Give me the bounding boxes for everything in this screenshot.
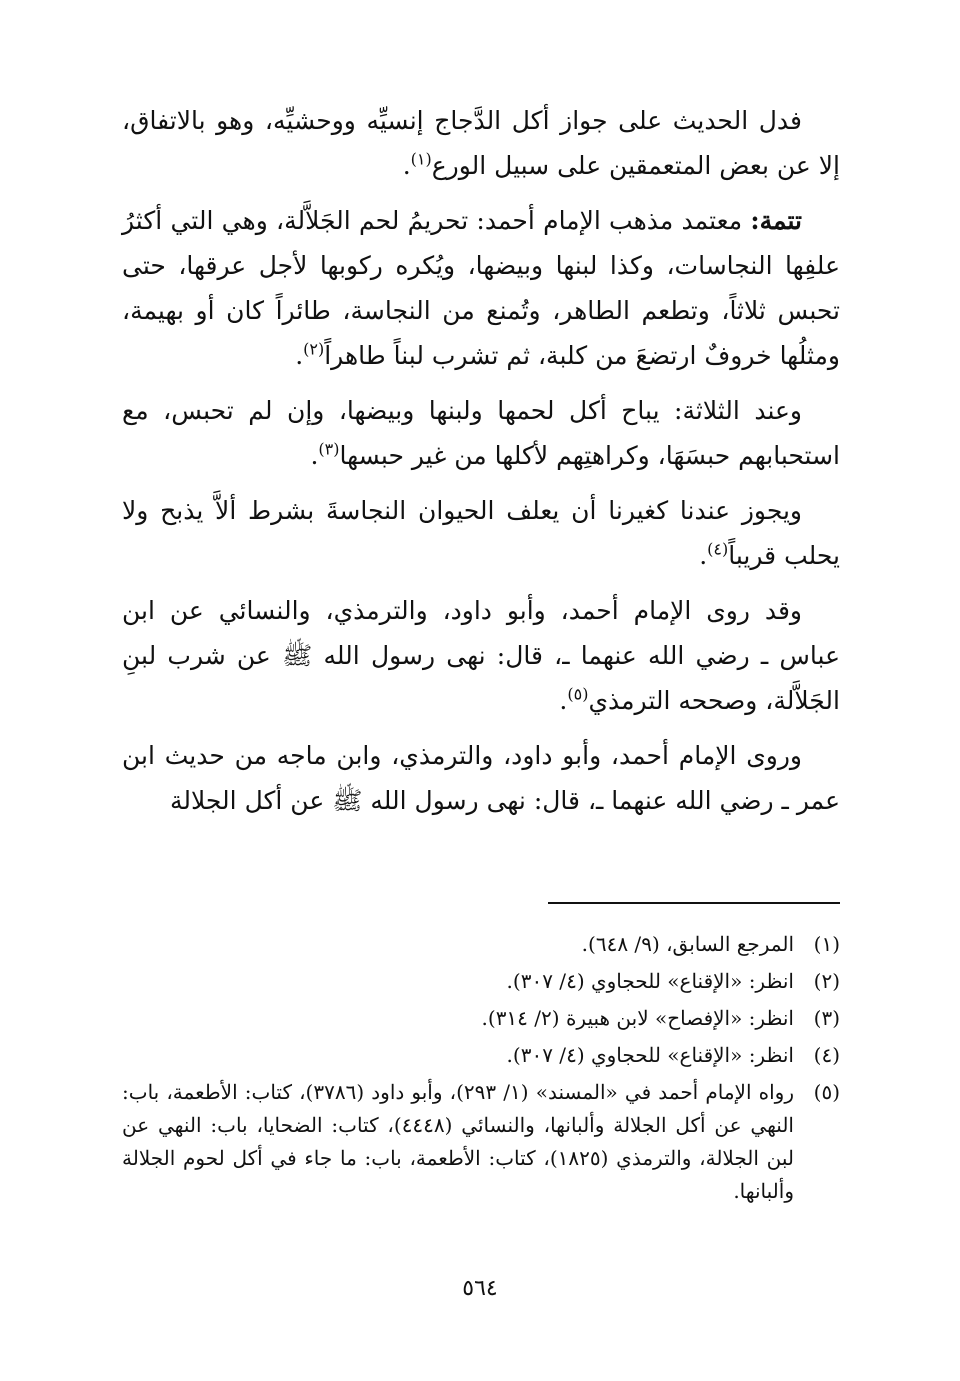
footnotes — [122, 928, 840, 1212]
paragraph-3 — [122, 388, 840, 478]
footnote-number: (٣) — [813, 1006, 840, 1030]
paragraph-end: . — [699, 541, 708, 570]
page — [122, 98, 840, 833]
footnote-divider — [548, 902, 840, 904]
footnote-number: (٢) — [813, 969, 840, 993]
footnote-4 — [122, 1039, 840, 1072]
paragraph-6 — [122, 733, 840, 823]
paragraph-text: وروى الإمام أحمد، وأبو داود، والترمذي، وابن ماجه من حديث ابن عمر ـ رضي الله عنهما ـ، قال: نهى رسول الله ﷺ عن أكل الجلالة — [122, 741, 840, 815]
footnote-reference[interactable]: (١) — [410, 149, 432, 169]
footnote-2 — [122, 965, 840, 998]
paragraph-text: معتمد مذهب الإمام أحمد: تحريمُ لحم الجَلاَّلة، وهي التي أكثرُ علفِها النجاسات، وكذا لبنها وبيضها، ويُكره ركوبها لأجل عرقها، حتى تحبس ثلاثاً، وتطعم الطاهر، وتُمنع من النجاسة، طائراً كان أو بهيمة، ومثلُها خروفٌ ارتضعَ من كلبة، ثم تشرب لبناً طاهراً — [122, 206, 840, 370]
footnote-number: (١) — [813, 932, 840, 956]
footnote-reference[interactable]: (٤) — [707, 539, 729, 559]
footnote-text: انظر: «الإقناع» للحجاوي (٤/ ٣٠٧). — [506, 969, 794, 993]
footnote-number: (٤) — [813, 1043, 840, 1067]
paragraph-2 — [122, 198, 840, 378]
paragraph-1 — [122, 98, 840, 188]
paragraph-text: فدل الحديث على جواز أكل الدَّجاج إنسيِّه ووحشيِّه، وهو بالاتفاق، إلا عن بعض المتعمقين على سبيل الورع — [122, 106, 840, 180]
footnote-reference[interactable]: (٣) — [318, 439, 340, 459]
page-number: ٥٦٤ — [462, 1276, 498, 1301]
paragraph-5 — [122, 588, 840, 723]
footnote-number: (٥) — [813, 1080, 840, 1104]
paragraph-lead: تتمة: — [750, 206, 802, 235]
paragraph-end: . — [559, 686, 568, 715]
footnote-reference[interactable]: (٢) — [303, 339, 325, 359]
footnote-3 — [122, 1002, 840, 1035]
paragraph-text: وعند الثلاثة: يباح أكل لحمها ولبنها وبيضها، وإن لم تحبس، مع استحبابهم حبسَهَا، وكراهتِهم لأكلها من غير حبسها — [122, 396, 840, 470]
footnote-text: المرجع السابق، (٩/ ٦٤٨). — [581, 932, 794, 956]
paragraph-text: ويجوز عندنا كغيرنا أن يعلف الحيوان النجاسةَ بشرط ألاَّ يذبح ولا يحلب قريباً — [122, 496, 840, 570]
footnote-text: انظر: «الإقناع» للحجاوي (٤/ ٣٠٧). — [506, 1043, 794, 1067]
paragraph-end: . — [402, 151, 411, 180]
paragraph-end: . — [295, 341, 304, 370]
paragraph-end: . — [310, 441, 319, 470]
footnote-5 — [122, 1076, 840, 1208]
footnote-text: رواه الإمام أحمد في «المسند» (١/ ٢٩٣)، وأبو داود (٣٧٨٦)، كتاب: الأطعمة، باب: النهي عن أكل الجلالة وألبانها، والنسائي (٤٤٤٨)، كتاب: الضحايا، باب: النهي عن لبن الجلالة، والترمذي (١٨٢٥)، كتاب: الأطعمة، باب: ما جاء في أكل لحوم الجلالة وألبانها. — [122, 1080, 794, 1203]
paragraph-text: وقد روى الإمام أحمد، وأبو داود، والترمذي، والنسائي عن ابن عباس ـ رضي الله عنهما ـ، قال: نهى رسول الله ﷺ عن شرب لبنِ الجَلاَّلة، وصححه الترمذي — [122, 596, 840, 715]
footnote-reference[interactable]: (٥) — [567, 684, 589, 704]
footnote-1 — [122, 928, 840, 961]
paragraph-4 — [122, 488, 840, 578]
footnote-text: انظر: «الإفصاح» لابن هبيرة (٢/ ٣١٤). — [481, 1006, 794, 1030]
